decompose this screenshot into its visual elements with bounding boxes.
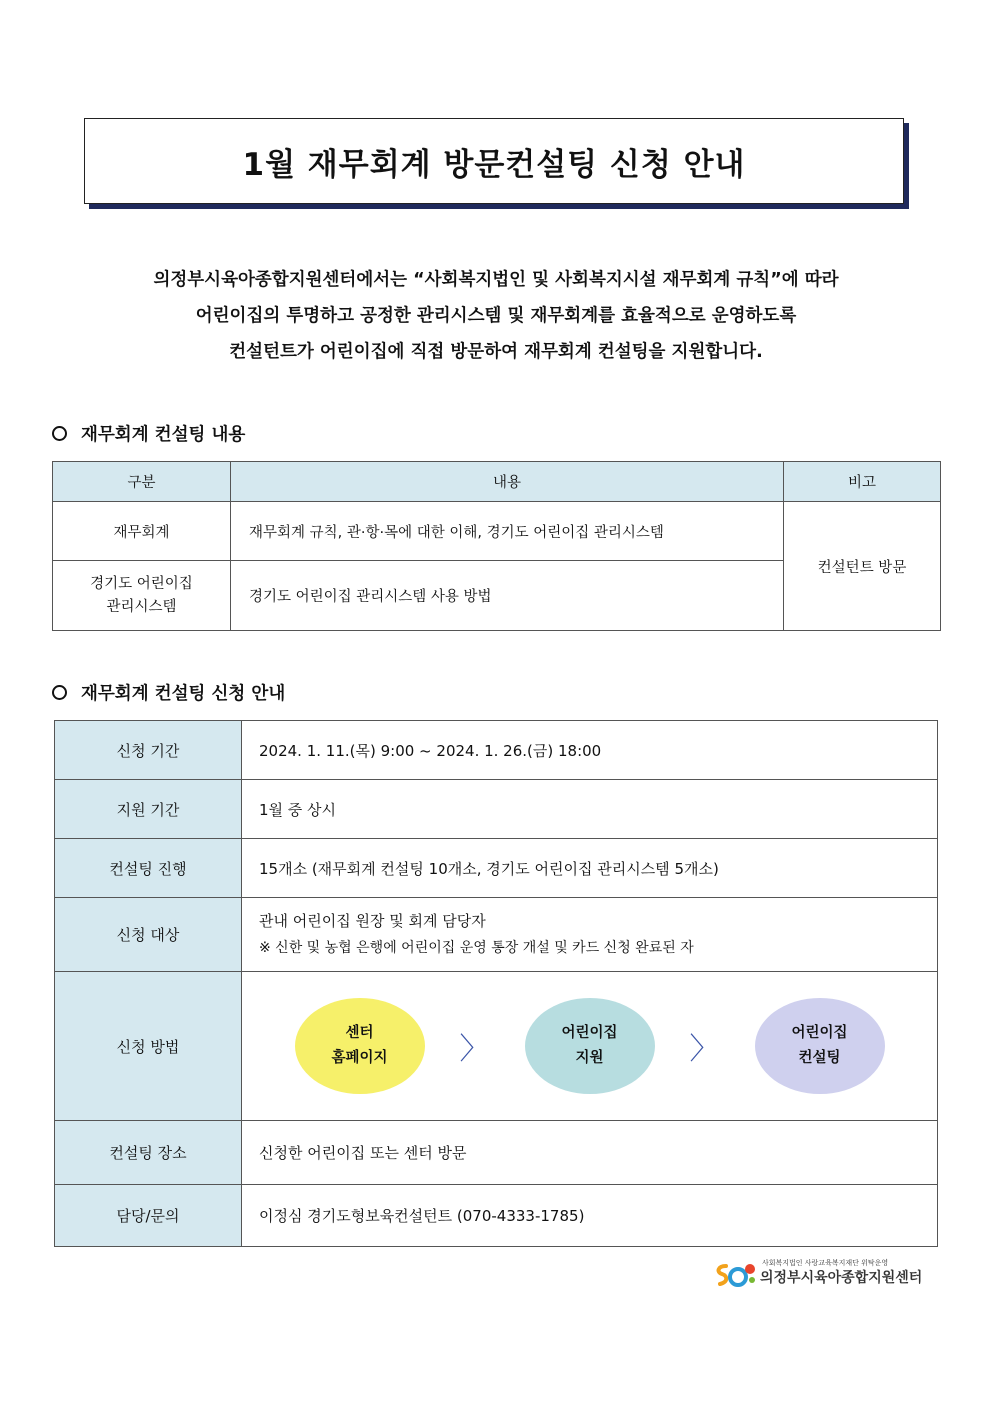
row-label: 담당/문의 xyxy=(55,1185,242,1247)
consulting-content-table xyxy=(52,461,941,631)
circle-bullet-icon xyxy=(52,685,67,700)
table-row xyxy=(55,898,938,972)
step-circle xyxy=(525,998,655,1094)
row-category: 재무회계 xyxy=(53,502,231,561)
table-row xyxy=(53,502,941,561)
chevron-right-icon: 〉 xyxy=(689,1032,720,1067)
target-note: ※ 신한 및 농협 은행에 어린이집 운영 통장 개설 및 카드 신청 완료된 자 xyxy=(259,939,694,956)
row-value: 신청한 어린이집 또는 센터 방문 xyxy=(242,1121,938,1185)
page-title: 1월 재무회계 방문컨설팅 신청 안내 xyxy=(84,118,904,204)
step-line: 어린이집 xyxy=(791,1025,848,1041)
row-value: 2024. 1. 11.(목) 9:00 ~ 2024. 1. 26.(금) 18:00 xyxy=(242,721,938,780)
step-line: 센터 xyxy=(345,1025,374,1041)
header-content: 내용 xyxy=(231,462,784,502)
application-info-table xyxy=(54,720,938,1247)
table-row xyxy=(55,1121,938,1185)
step-circle xyxy=(755,998,885,1094)
step-line: 컨설팅 xyxy=(798,1050,841,1066)
logo-subtitle: 사회복지법인 사랑교육복지재단 위탁운영 xyxy=(762,1259,889,1267)
row-value xyxy=(242,972,938,1121)
center-logo xyxy=(712,1256,932,1290)
category-line: 관리시스템 xyxy=(106,598,177,615)
chevron-right-icon: 〉 xyxy=(459,1032,490,1067)
header-note: 비고 xyxy=(784,462,941,502)
row-label: 컨설팅 장소 xyxy=(55,1121,242,1185)
circle-bullet-icon xyxy=(52,426,67,441)
section-heading-apply xyxy=(52,680,285,705)
header-category: 구분 xyxy=(53,462,231,502)
table-row xyxy=(55,721,938,780)
step-line: 지원 xyxy=(575,1050,604,1066)
row-label: 신청 기간 xyxy=(55,721,242,780)
method-steps xyxy=(243,973,936,1119)
intro-paragraph xyxy=(0,262,992,370)
row-value: 1월 중 상시 xyxy=(242,780,938,839)
intro-line: 어린이집의 투명하고 공정한 관리시스템 및 재무회계를 효율적으로 운영하도록 xyxy=(195,306,797,326)
section-heading-content xyxy=(52,421,245,446)
logo-mark-icon xyxy=(712,1260,760,1290)
intro-line: 컨설턴트가 어린이집에 직접 방문하여 재무회계 컨설팅을 지원합니다. xyxy=(229,342,763,362)
row-note: 컨설턴트 방문 xyxy=(784,502,941,631)
section-title: 재무회계 컨설팅 신청 안내 xyxy=(81,684,286,704)
step-line: 홈페이지 xyxy=(331,1050,388,1066)
row-label: 신청 방법 xyxy=(55,972,242,1121)
step-circle xyxy=(295,998,425,1094)
logo-name: 의정부시육아종합지원센터 xyxy=(760,1270,923,1286)
row-label: 컨설팅 진행 xyxy=(55,839,242,898)
section-title: 재무회계 컨설팅 내용 xyxy=(81,425,246,445)
table-header-row xyxy=(53,462,941,502)
row-label: 지원 기간 xyxy=(55,780,242,839)
category-line: 경기도 어린이집 xyxy=(90,575,193,592)
row-label: 신청 대상 xyxy=(55,898,242,972)
title-banner xyxy=(84,118,904,204)
row-content: 경기도 어린이집 관리시스템 사용 방법 xyxy=(231,561,784,631)
row-content: 재무회계 규칙, 관·항·목에 대한 이해, 경기도 어린이집 관리시스템 xyxy=(231,502,784,561)
intro-line: 의정부시육아종합지원센터에서는 “사회복지법인 및 사회복지시설 재무회계 규칙”에 따라 xyxy=(153,270,839,290)
table-row xyxy=(55,839,938,898)
row-value: 15개소 (재무회계 컨설팅 10개소, 경기도 어린이집 관리시스템 5개소) xyxy=(242,839,938,898)
row-value: 이정심 경기도형보육컨설턴트 (070-4333-1785) xyxy=(242,1185,938,1247)
table-row xyxy=(55,1185,938,1247)
table-row xyxy=(55,972,938,1121)
step-line: 어린이집 xyxy=(561,1025,618,1041)
table-row xyxy=(55,780,938,839)
row-value xyxy=(242,898,938,972)
row-category xyxy=(53,561,231,631)
target-line: 관내 어린이집 원장 및 회계 담당자 xyxy=(259,911,486,930)
